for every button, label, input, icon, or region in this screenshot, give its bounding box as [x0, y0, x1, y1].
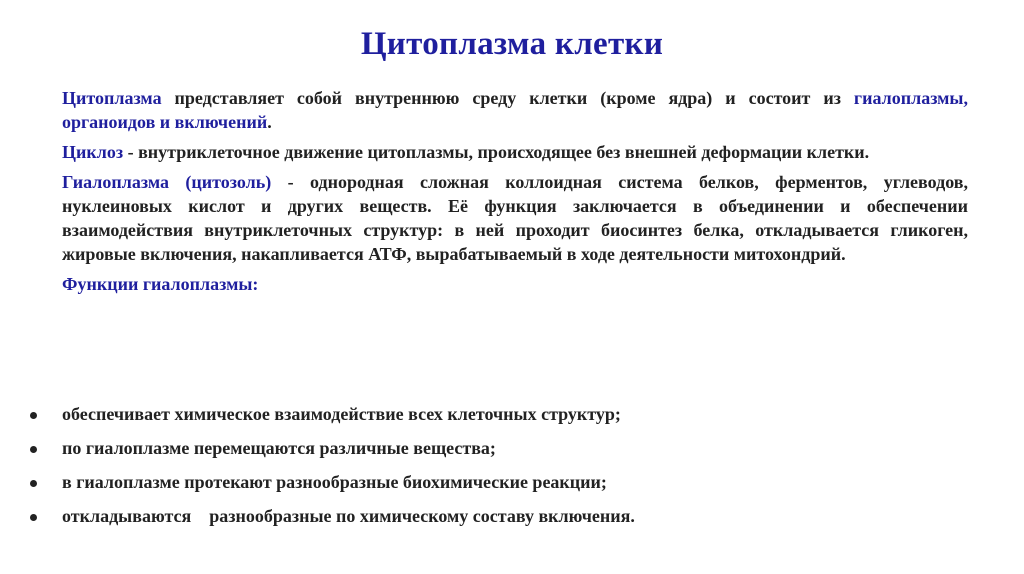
paragraph-cytoplasm-end: .: [267, 112, 272, 132]
functions-list: [20, 402, 980, 538]
paragraph-cyclosis: [62, 140, 968, 164]
term-cyclosis: Циклоз: [62, 142, 124, 162]
list-item: [20, 402, 980, 426]
list-item-text: обеспечивает химическое взаимодействие всех клеточных структур;: [62, 404, 621, 424]
bullet-icon: [30, 480, 37, 487]
list-item-text: в гиалоплазме протекают разнообразные биохимические реакции;: [62, 472, 607, 492]
paragraph-cyclosis-text: - внутриклеточное движение цитоплазмы, происходящее без внешней деформации клетки.: [123, 142, 870, 162]
list-item: [20, 436, 980, 460]
list-item-text: откладываются разнообразные по химическому составу включения.: [62, 506, 635, 526]
slide-title: Цитоплазма клетки: [360, 26, 664, 62]
bullet-icon: [30, 412, 37, 419]
paragraph-hyaloplasm: [62, 170, 968, 266]
bullet-icon: [30, 446, 37, 453]
term-cytoplasm: Цитоплазма: [62, 88, 162, 108]
paragraph-cytoplasm: [62, 86, 968, 134]
functions-heading: Функции гиалоплазмы:: [62, 274, 259, 294]
bullet-icon: [30, 514, 37, 521]
term-components: гиалоплазмы, органоидов и включений: [62, 88, 968, 132]
list-item-text: по гиалоплазме перемещаются различные вещества;: [62, 438, 496, 458]
paragraph-hyaloplasm-text: - однородная сложная коллоидная система белков, ферментов, углеводов, нуклеиновых кислот и других веществ. Её функция заключается в объединении и обеспечении взаимодействия внутриклеточных структур: в ней проходит биосинтез белка, откладывается гликоген, жировые включения, накапливается АТФ, вырабатываемый в ходе деятельности митохондрий.: [62, 172, 969, 264]
paragraph-cytoplasm-text: представляет собой внутреннюю среду клетки (кроме ядра) и состоит из: [161, 88, 854, 108]
list-item: [20, 470, 980, 494]
term-hyaloplasm: Гиалоплазма (цитозоль): [62, 172, 272, 192]
list-item: [20, 504, 980, 528]
slide-body: [62, 86, 968, 300]
